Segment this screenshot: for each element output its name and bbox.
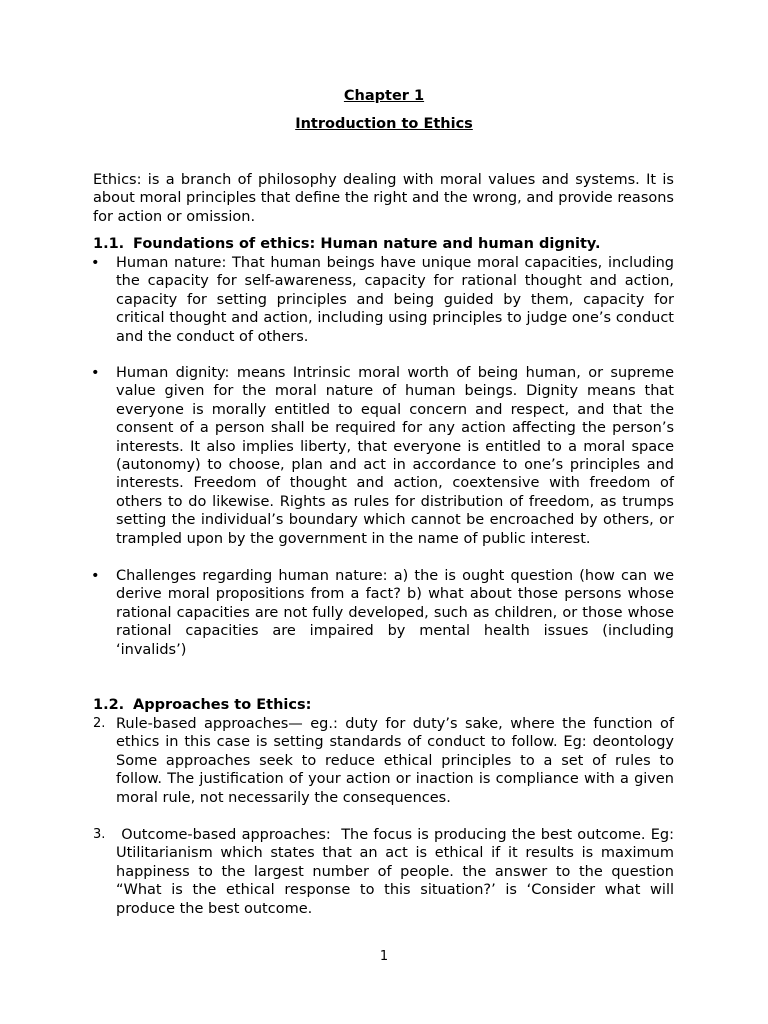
intro-paragraph: Ethics: is a branch of philosophy dealing with moral values and systems. It is about moral principles that define the right and the wrong, and provide reasons for action or omission.: [93, 172, 674, 225]
section-title: Foundations of ethics: Human nature and human dignity.: [133, 236, 601, 252]
section-title: Approaches to Ethics:: [133, 697, 312, 713]
numbered-marker: 3.: [93, 827, 106, 842]
numbered-item-rule-based: Rule-based approaches— eg.: duty for duty’s sake, where the function of ethics in this case is setting standards of conduct to follow. Eg: deontology Some approaches seek to reduce ethical principles to a set of rules to follow. The justification of your action or inaction is compliance with a given moral rule, not necessarily the consequences.: [116, 716, 674, 806]
section-heading-1-2: [93, 696, 311, 714]
numbered-marker: 2.: [93, 716, 106, 731]
bullet-marker: •: [91, 255, 100, 271]
numbered-item-outcome-based: Outcome-based approaches: The focus is producing the best outcome. Eg: Utilitarianism which states that an act is ethical if it results is maximum happiness to the largest number of people. the answer to the question “What is the ethical response to this situation?’ is ‘Consider what will produce the best outcome.: [116, 827, 679, 917]
chapter-label: Chapter 1: [343, 88, 425, 104]
chapter-title: Introduction to Ethics: [295, 116, 473, 132]
bullet-marker: •: [91, 568, 100, 584]
bullet-marker: •: [91, 365, 100, 381]
section-number: 1.2.: [93, 697, 125, 713]
bullet-item-human-dignity: Human dignity: means Intrinsic moral worth of being human, or supreme value given for the moral nature of human beings. Dignity means that everyone is morally entitled to equal concern and respect, and that the consent of a person shall be required for any action affecting the person’s interests. It also implies liberty, that everyone is entitled to a moral space (autonomy) to choose, plan and act in accordance to one’s principles and interests. Freedom of thought and action, coextensive with freedom of others to do likewise. Rights as rules for distribution of freedom, as trumps setting the individual’s boundary which cannot be encroached by others, or trampled upon by the government in the name of public interest.: [116, 365, 674, 547]
page-number: 1: [379, 949, 389, 964]
section-number: 1.1.: [93, 236, 125, 252]
bullet-item-challenges: Challenges regarding human nature: a) the is ought question (how can we derive moral propositions from a fact? b) what about those persons whose rational capacities are not fully developed, such as children, or those whose rational capacities are impaired by mental health issues (including ‘invalids’): [116, 568, 674, 658]
bullet-item-human-nature: Human nature: That human beings have unique moral capacities, including the capacity for self-awareness, capacity for rational thought and action, capacity for setting principles and being guided by them, capacity for critical thought and action, including using principles to judge one’s conduct and the conduct of others.: [116, 255, 674, 345]
section-heading-1-1: [93, 235, 601, 253]
